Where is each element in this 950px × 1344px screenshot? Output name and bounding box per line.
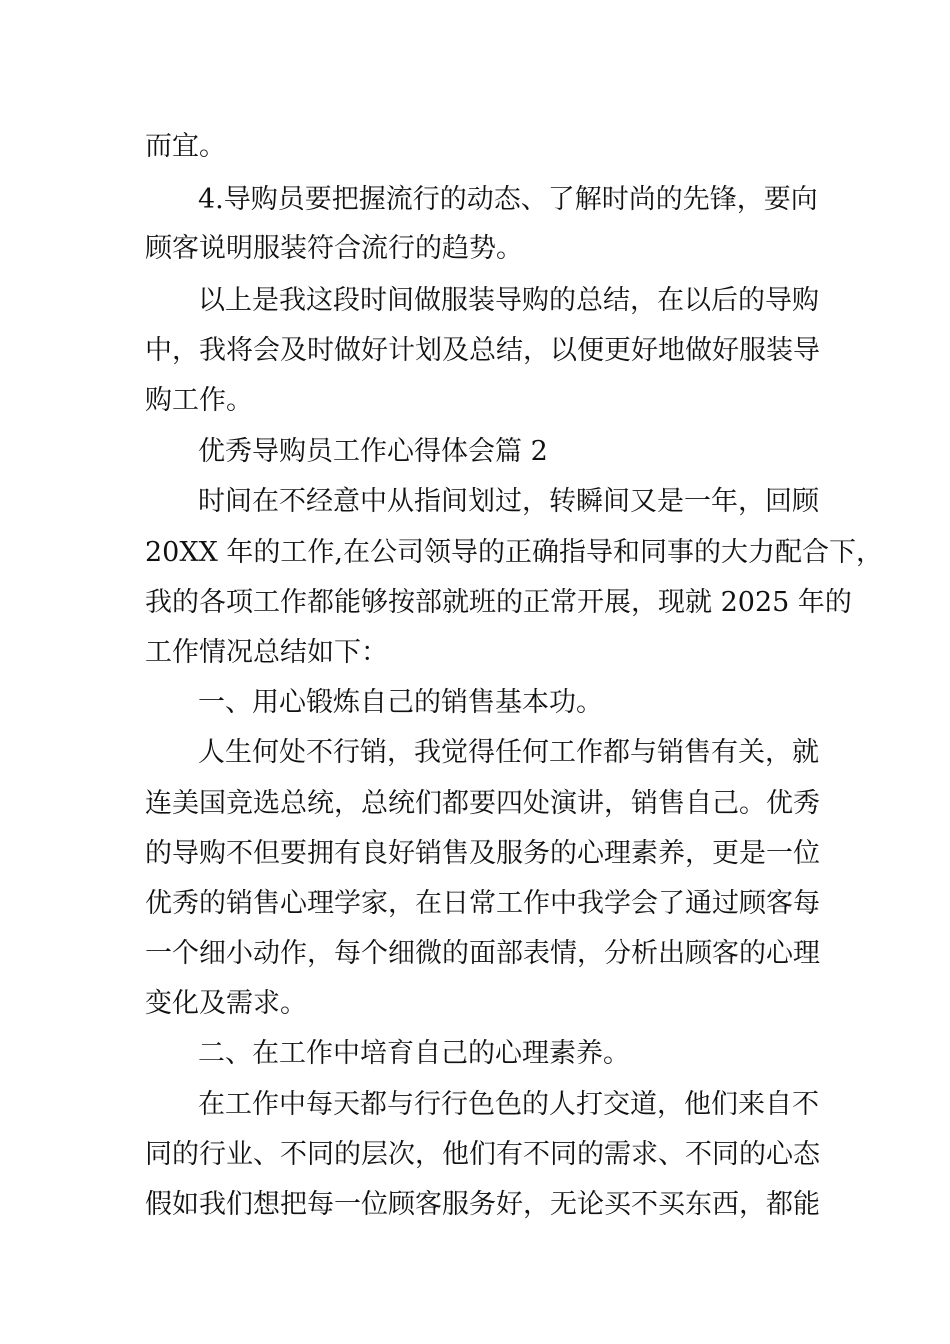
section-heading: 二、在工作中培育自己的心理素养。	[198, 1038, 630, 1069]
paragraph-line: 时间在不经意中从指间划过，转瞬间又是一年，回顾	[198, 486, 819, 517]
paragraph-line: 顾客说明服装符合流行的趋势。	[145, 233, 523, 264]
paragraph-line: 以上是我这段时间做服装导购的总结，在以后的导购	[198, 285, 819, 316]
paragraph-line: 一个细小动作，每个细微的面部表情，分析出顾客的心理	[145, 938, 820, 969]
paragraph-line: 20XX 年的工作,在公司领导的正确指导和同事的大力配合下，	[145, 537, 883, 568]
section-heading: 一、用心锻炼自己的销售基本功。	[198, 687, 603, 718]
paragraph-line: 在工作中每天都与行行色色的人打交道，他们来自不	[198, 1089, 819, 1120]
paragraph-line: 而宜。	[145, 131, 226, 162]
paragraph-line: 购工作。	[145, 385, 253, 416]
paragraph-line: 中，我将会及时做好计划及总结，以便更好地做好服装导	[145, 335, 820, 366]
paragraph-line: 工作情况总结如下：	[145, 637, 388, 668]
paragraph-line: 4.导购员要把握流行的动态、了解时尚的先锋，要向	[198, 184, 818, 215]
paragraph-line: 优秀的销售心理学家，在日常工作中我学会了通过顾客每	[145, 888, 820, 919]
paragraph-line: 人生何处不行销，我觉得任何工作都与销售有关，就	[198, 737, 819, 768]
paragraph-line: 假如我们想把每一位顾客服务好，无论买不买东西，都能	[145, 1189, 820, 1220]
paragraph-line: 变化及需求。	[145, 988, 307, 1019]
paragraph-line: 我的各项工作都能够按部就班的正常开展，现就 2025 年的	[145, 587, 852, 618]
paragraph-line: 连美国竞选总统，总统们都要四处演讲，销售自己。优秀	[145, 788, 820, 819]
paragraph-line: 的导购不但要拥有良好销售及服务的心理素养，更是一位	[145, 838, 820, 869]
section-heading: 优秀导购员工作心得体会篇 2	[198, 436, 548, 467]
paragraph-line: 同的行业、不同的层次，他们有不同的需求、不同的心态	[145, 1139, 820, 1170]
